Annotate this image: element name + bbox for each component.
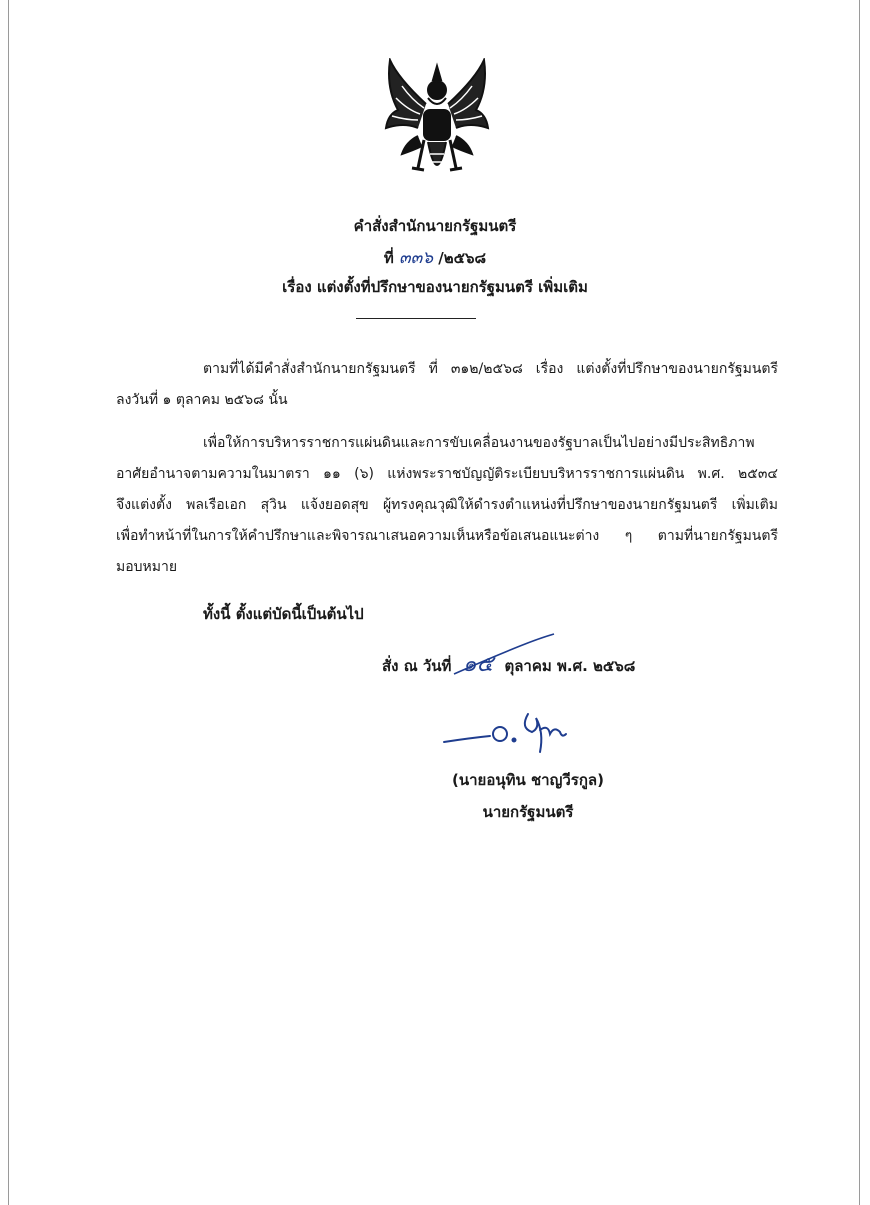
date-ink-stroke-icon bbox=[450, 628, 560, 678]
paragraph-2 bbox=[116, 428, 778, 583]
signer-position: นายกรัฐมนตรี bbox=[482, 803, 574, 821]
order-title: คำสั่งสำนักนายกรัฐมนตรี bbox=[353, 217, 517, 235]
divider-line bbox=[356, 318, 476, 319]
paragraph-line: ตามที่ได้มีคำสั่งสำนักนายกรัฐมนตรี ที่ ๓๑๒/๒๕๖๘ เรื่อง แต่งตั้งที่ปรึกษาของนายกรัฐมนตรี bbox=[203, 361, 778, 377]
paragraph-line: อาศัยอำนาจตามความในมาตรา ๑๑ (๖) แห่งพระราชบัญญัติระเบียบบริหารราชการแผ่นดิน พ.ศ. ๒๕๓๔ bbox=[116, 466, 778, 482]
order-number bbox=[0, 244, 870, 271]
date-suffix: ตุลาคม พ.ศ. ๒๕๖๘ bbox=[504, 657, 636, 675]
date-prefix: สั่ง ณ วันที่ bbox=[382, 657, 452, 675]
paragraph-line: ลงวันที่ ๑ ตุลาคม ๒๕๖๘ นั้น bbox=[116, 392, 288, 408]
handwritten-day: ๑๕ bbox=[462, 652, 494, 677]
paragraph-line: จึงแต่งตั้ง พลเรือเอก สุวิน แจ้งยอดสุข ผู้ทรงคุณวุฒิให้ดำรงตำแหน่งที่ปรึกษาของนายกรัฐมนตรี เพิ่มเติม bbox=[116, 497, 778, 513]
paragraph-line: เพื่อให้การบริหารราชการแผ่นดินและการขับเคลื่อนงานของรัฐบาลเป็นไปอย่างมีประสิทธิภาพ bbox=[203, 435, 755, 451]
garuda-emblem-icon bbox=[378, 58, 496, 190]
signer-name: (นายอนุทิน ชาญวีรกูล) bbox=[452, 771, 604, 789]
subject-line: เรื่อง แต่งตั้งที่ปรึกษาของนายกรัฐมนตรี เพิ่มเติม bbox=[282, 278, 588, 296]
effective-clause: ทั้งนี้ ตั้งแต่บัดนี้เป็นต้นไป bbox=[203, 605, 364, 623]
paragraph-1 bbox=[116, 354, 778, 416]
paragraph-line: เพื่อทำหน้าที่ในการให้คำปรึกษาและพิจารณาเสนอความเห็นหรือข้อเสนอแนะต่าง ๆ ตามที่นายกรัฐมนตรี bbox=[116, 528, 778, 544]
signature-icon bbox=[440, 708, 570, 760]
number-suffix: /๒๕๖๘ bbox=[438, 249, 487, 267]
handwritten-number: ๓๓๖ bbox=[399, 248, 434, 268]
paragraph-line: มอบหมาย bbox=[116, 559, 178, 575]
number-prefix: ที่ bbox=[383, 249, 394, 267]
